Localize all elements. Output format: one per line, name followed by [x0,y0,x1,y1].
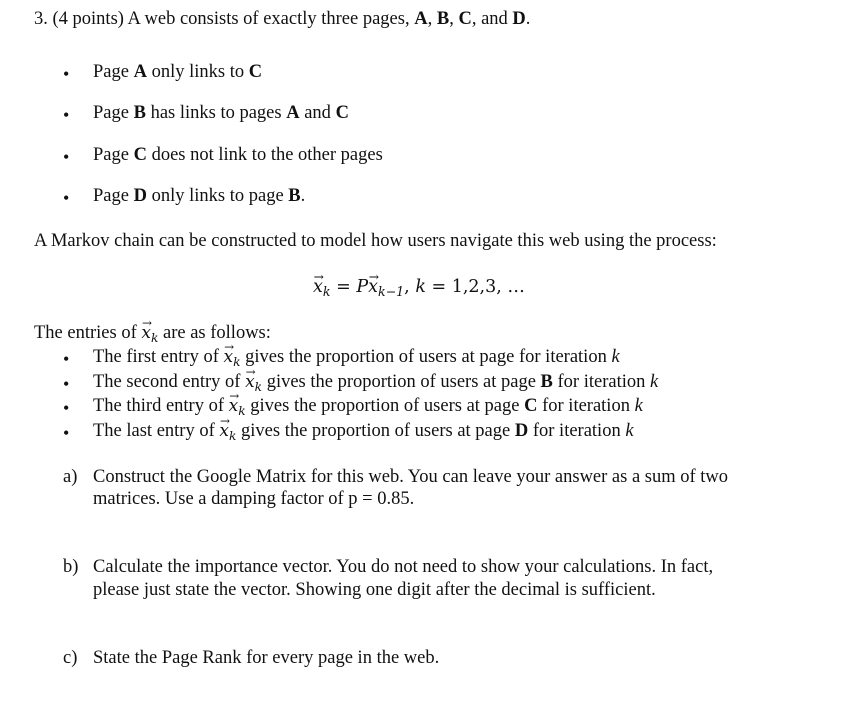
entry-item: The last entry of → $x_k$ gives the proportion of users at page D for iteration k [93,422,634,442]
entry-item: The second entry of → $x_k$ gives the proportion of users at page B for iteration k [93,373,658,393]
link-item: Page C does not link to the other pages [93,145,383,165]
part-a-line2: matrices. Use a damping factor of p = 0.85. [93,489,415,509]
question-number: 3. [34,9,48,29]
part-b-line1: Calculate the importance vector. You do not need to show your calculations. In fact, [93,557,714,577]
bullet-icon: • [63,423,70,443]
question-stem-text: A web consists of exactly three pages, [127,9,410,29]
bullet-icon: • [63,147,70,167]
bullet-icon: • [63,64,70,84]
markov-equation: → $x_k = P\to x_{k-1}$, k = 1,2,3, … [313,279,525,299]
part-c-line1: State the Page Rank for every page in the web. [93,648,440,668]
entries-intro: The entries of → $x_k$ are as follows: [34,324,271,344]
page-label: A [414,9,428,29]
bullet-icon: • [63,374,70,394]
question-stem: 3. (4 points) A web consists of exactly three pages, A, B, C, and D. [34,9,531,29]
part-a-line1: Construct the Google Matrix for this web. You can leave your answer as a sum of two [93,467,729,487]
link-item: Page D only links to page B. [93,186,306,206]
bullet-icon: • [63,105,70,125]
part-label: b) [63,557,79,577]
link-item: Page A only links to C [93,62,263,82]
part-b-line2: please just state the vector. Showing one digit after the decimal is sufficient. [93,580,656,600]
markov-intro: A Markov chain can be constructed to model how users navigate this web using the process: [34,231,717,251]
page-label: C [458,9,472,29]
question-points: (4 points) [52,9,124,29]
link-item: Page B has links to pages A and C [93,103,349,123]
entry-item: The third entry of → $x_k$ gives the proportion of users at page C for iteration k [93,397,643,417]
bullet-icon: • [63,188,70,208]
entry-item: The first entry of → $x_k$ gives the proportion of users at page for iteration k [93,348,620,368]
part-label: c) [63,648,78,668]
bullet-icon: • [63,349,70,369]
page-label: B [436,9,450,29]
page-label: D [512,9,526,29]
bullet-icon: • [63,398,70,418]
part-label: a) [63,467,78,487]
